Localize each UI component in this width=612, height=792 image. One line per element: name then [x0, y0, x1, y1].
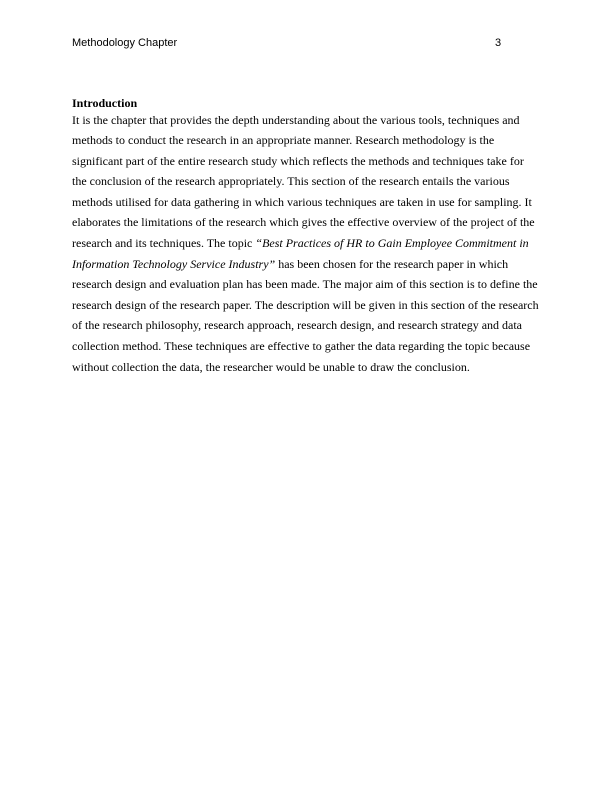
- line-text: research and its techniques. The topic: [72, 235, 256, 250]
- line-text: research design of the research paper. The description will be given in this section of the research: [72, 297, 539, 312]
- section-heading: Introduction: [72, 96, 138, 110]
- paragraph-line: [72, 151, 544, 172]
- line-text-after: has been chosen for the research paper in which: [275, 256, 509, 271]
- line-text: without collection the data, the researcher would be unable to draw the conclusion.: [72, 359, 470, 374]
- line-text: elaborates the limitations of the research which gives the effective overview of the project of the: [72, 215, 535, 230]
- paragraph-line: [72, 192, 544, 213]
- section-introduction: [72, 95, 544, 377]
- paragraph-line: [72, 254, 544, 275]
- running-head: Methodology Chapter: [72, 37, 178, 49]
- paragraph-line: [72, 112, 544, 129]
- paragraph-line: [72, 295, 544, 316]
- line-text: research design and evaluation plan has been made. The major aim of this section is to define the: [72, 277, 538, 292]
- section-paragraph: [72, 112, 544, 377]
- line-emphasis: Information Technology Service Industry”: [72, 256, 276, 271]
- line-text: It is the chapter that provides the depth understanding about the various tools, techniques and: [72, 113, 520, 127]
- line-text: of the research philosophy, research approach, research design, and research strategy and data: [72, 318, 523, 333]
- line-text: significant part of the entire research study which reflects the methods and techniques take for: [72, 153, 524, 168]
- paragraph-line: [72, 233, 544, 254]
- line-text: collection method. These techniques are effective to gather the data regarding the topic because: [72, 338, 531, 353]
- paragraph-line: [72, 274, 544, 295]
- line-emphasis: “Best Practices of HR to Gain Employee Commitment in: [255, 235, 529, 250]
- paragraph-line: [72, 171, 544, 192]
- paragraph-line: [72, 315, 544, 336]
- line-text: methods utilised for data gathering in which various techniques are taken in use for sampling. It: [72, 194, 532, 209]
- paragraph-line: [72, 357, 544, 378]
- paragraph-line: [72, 336, 544, 357]
- line-text: the conclusion of the research appropriately. This section of the research entails the various: [72, 174, 510, 189]
- line-text: methods to conduct the research in an appropriate manner. Research methodology is the: [72, 133, 495, 147]
- paragraph-line: [72, 130, 544, 151]
- page-number: 3: [495, 37, 502, 49]
- paragraph-line: [72, 212, 544, 233]
